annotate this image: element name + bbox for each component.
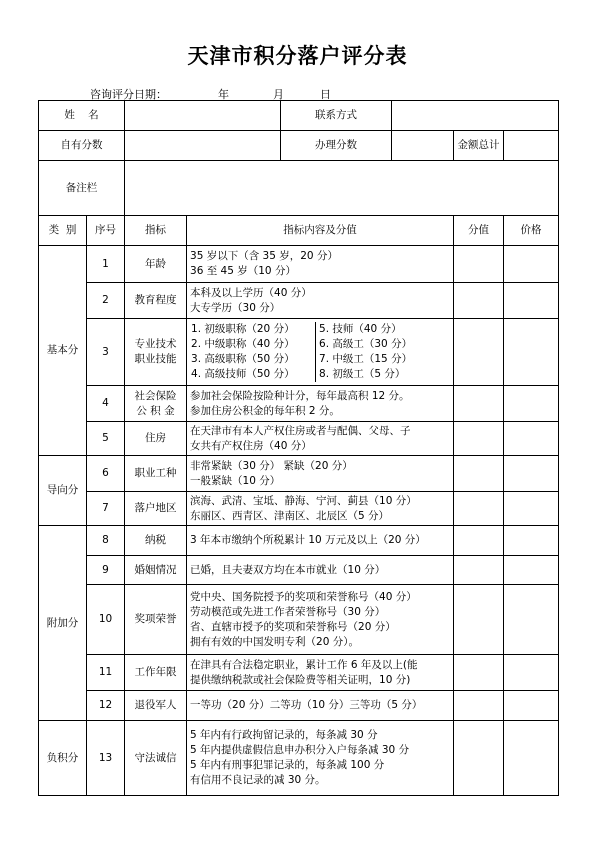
row-no: 7 [87, 492, 125, 526]
row-indicator: 婚姻情况 [125, 556, 187, 585]
row-indicator: 年龄 [125, 246, 187, 283]
handle-score-label: 办理分数 [281, 131, 392, 161]
contact-label: 联系方式 [281, 101, 392, 131]
row-score-cell[interactable] [454, 283, 504, 319]
row-indicator: 专业技术 职业技能 [125, 319, 187, 386]
date-year-label: 年 [218, 88, 229, 101]
row-price-cell[interactable] [504, 386, 559, 422]
category-guide: 导向分 [39, 456, 87, 526]
row-score-cell[interactable] [454, 422, 504, 456]
row-content: 35 岁以下（含 35 岁，20 分） 36 至 45 岁（10 分） [187, 246, 454, 283]
row-indicator: 教育程度 [125, 283, 187, 319]
row-price-cell[interactable] [504, 456, 559, 492]
name-label: 姓 名 [39, 101, 125, 131]
row-no: 9 [87, 556, 125, 585]
contact-value-cell[interactable] [392, 101, 559, 131]
row-price-cell[interactable] [504, 556, 559, 585]
row-content: 已婚，且夫妻双方均在本市就业（10 分） [187, 556, 454, 585]
row-content: 一等功（20 分）二等功（10 分）三等功（5 分） [187, 691, 454, 721]
consult-date-label: 咨询评分日期： [90, 88, 167, 101]
category-negative: 负积分 [39, 721, 87, 796]
row-indicator: 职业工种 [125, 456, 187, 492]
own-score-label: 自有分数 [39, 131, 125, 161]
row-no: 1 [87, 246, 125, 283]
row-price-cell[interactable] [504, 246, 559, 283]
header-no: 序号 [87, 216, 125, 246]
header-score: 分值 [454, 216, 504, 246]
date-month-label: 月 [273, 88, 284, 101]
row-price-cell[interactable] [504, 283, 559, 319]
row-indicator: 落户地区 [125, 492, 187, 526]
row-no: 5 [87, 422, 125, 456]
category-basic: 基本分 [39, 246, 87, 456]
row-no: 8 [87, 526, 125, 556]
row-price-cell[interactable] [504, 492, 559, 526]
row-content: 参加社会保险按险种计分，每年最高积 12 分。 参加住房公积金的每年积 2 分。 [187, 386, 454, 422]
row-content: 3 年本市缴纳个所税累计 10 万元及以上（20 分） [187, 526, 454, 556]
row-score-cell[interactable] [454, 456, 504, 492]
row-score-cell[interactable] [454, 386, 504, 422]
row-content: 在天津市有本人产权住房或者与配偶、父母、子 女共有产权住房（40 分） [187, 422, 454, 456]
row-indicator: 退役军人 [125, 691, 187, 721]
row-price-cell[interactable] [504, 691, 559, 721]
row-score-cell[interactable] [454, 246, 504, 283]
row-content: 滨海、武清、宝坻、静海、宁河、蓟县（10 分） 东丽区、西青区、津南区、北辰区（5 分） [187, 492, 454, 526]
header-indicator: 指标 [125, 216, 187, 246]
row-score-cell[interactable] [454, 691, 504, 721]
row-price-cell[interactable] [504, 526, 559, 556]
row-no: 3 [87, 319, 125, 386]
remarks-value-cell[interactable] [125, 161, 559, 216]
row-no: 12 [87, 691, 125, 721]
row-no: 11 [87, 655, 125, 691]
row-content: 党中央、国务院授予的奖项和荣誉称号（40 分） 劳动模范或先进工作者荣誉称号（30 分） 省、直辖市授予的奖项和荣誉称号（20 分） 拥有有效的中国发明专利（20 分）。 [187, 585, 454, 655]
score-table [38, 100, 559, 796]
row-score-cell[interactable] [454, 721, 504, 796]
row-price-cell[interactable] [504, 585, 559, 655]
row-no: 6 [87, 456, 125, 492]
row-price-cell[interactable] [504, 721, 559, 796]
row-score-cell[interactable] [454, 585, 504, 655]
header-category: 类 别 [39, 216, 87, 246]
consult-date-line [90, 86, 390, 100]
date-day-label: 日 [320, 88, 331, 101]
row-content: 在津具有合法稳定职业，累计工作 6 年及以上(能 提供缴纳税款或社会保险费等相关证明，10 分) [187, 655, 454, 691]
row-score-cell[interactable] [454, 655, 504, 691]
own-score-value-cell[interactable] [125, 131, 281, 161]
row-no: 2 [87, 283, 125, 319]
row-score-cell[interactable] [454, 526, 504, 556]
row-price-cell[interactable] [504, 655, 559, 691]
row-price-cell[interactable] [504, 422, 559, 456]
row-content: 5 年内有行政拘留记录的，每条减 30 分 5 年内提供虚假信息申办积分入户每条减 30 分 5 年内有刑事犯罪记录的，每条减 100 分 有信用不良记录的减 30 分。 [187, 721, 454, 796]
header-content: 指标内容及分值 [187, 216, 454, 246]
handle-score-value-cell[interactable] [392, 131, 454, 161]
category-bonus: 附加分 [39, 526, 87, 721]
row-indicator: 社会保险 公 积 金 [125, 386, 187, 422]
row-no: 4 [87, 386, 125, 422]
row-indicator: 住房 [125, 422, 187, 456]
row-indicator: 工作年限 [125, 655, 187, 691]
row-score-cell[interactable] [454, 319, 504, 386]
row-indicator: 纳税 [125, 526, 187, 556]
name-value-cell[interactable] [125, 101, 281, 131]
row-indicator: 奖项荣誉 [125, 585, 187, 655]
row-content: 本科及以上学历（40 分） 大专学历（30 分） [187, 283, 454, 319]
row-price-cell[interactable] [504, 319, 559, 386]
row-no: 10 [87, 585, 125, 655]
total-amount-value-cell[interactable] [504, 131, 559, 161]
row-score-cell[interactable] [454, 556, 504, 585]
row-content: 非常紧缺（30 分） 紧缺（20 分） 一般紧缺（10 分） [187, 456, 454, 492]
row-indicator: 守法诚信 [125, 721, 187, 796]
remarks-label: 备注栏 [39, 161, 125, 216]
header-price: 价格 [504, 216, 559, 246]
row-score-cell[interactable] [454, 492, 504, 526]
page-title: 天津市积分落户评分表 [187, 44, 408, 68]
row-content: 1. 初级职称（20 分） 2. 中级职称（40 分） 3. 高级职称（50 分） 4. 高级技师（50 分） 5. 技师（40 分） 6. 高级工（30 分） 7. 中级工（15 分） 8. 初级工（5 分） [187, 319, 454, 386]
total-amount-label: 金额总计 [454, 131, 504, 161]
row-no: 13 [87, 721, 125, 796]
